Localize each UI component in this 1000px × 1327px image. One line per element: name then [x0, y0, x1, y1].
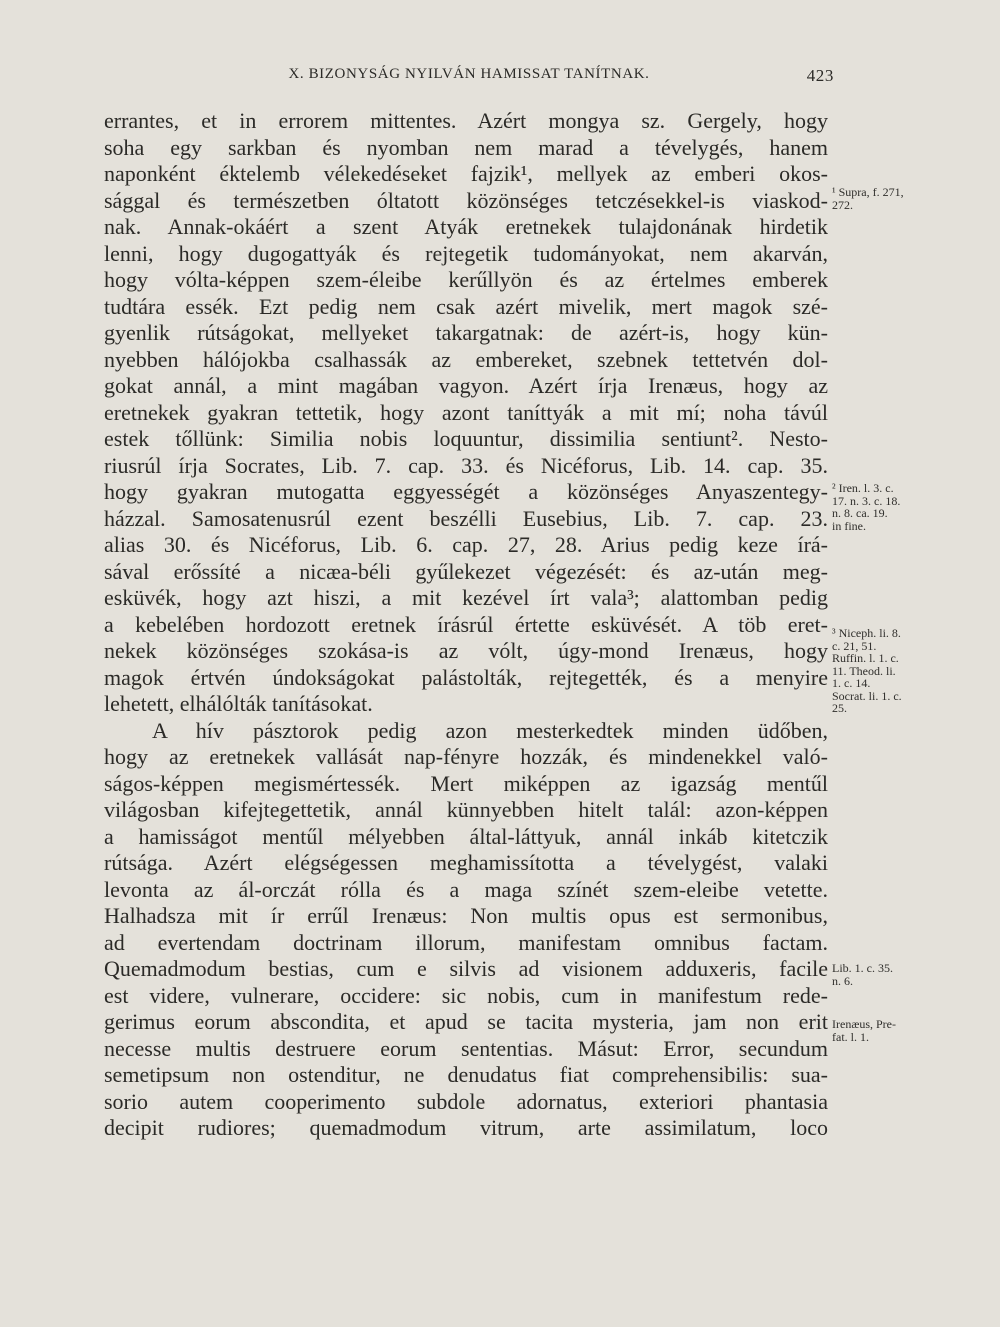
text-line: rútsága. Azért elégségessen meghamissította a tévelygést, valaki — [104, 850, 828, 875]
margin-note — [832, 627, 992, 715]
margin-note-line: c. 21, 51. — [832, 638, 877, 653]
margin-note-line: 11. Theod. li. — [832, 663, 896, 678]
text-line: estek tőllünk: Similia nobis loquuntur, dissimilia sentiunt². Nesto- — [104, 426, 828, 451]
text-line: ságos-képpen megismértessék. Mert miképpen az igazság mentűl — [104, 770, 828, 796]
text-line: hogy gyakran mutogatta eggyességét a közönséges Anyaszentegy- — [104, 479, 828, 504]
margin-note-line: 272. — [832, 197, 853, 212]
margin-note — [832, 482, 992, 532]
text-line: gerimus eorum abscondita, et apud se tacita mysteria, jam non erit — [104, 1009, 828, 1034]
text-line: a kebelében hordozott eretnek írásrúl értette esküvését. A töb eret- — [104, 611, 828, 637]
text-line: lenni, hogy dugogattyák és rejtegetik tudományokat, nem akarván, — [104, 240, 828, 266]
margin-note-line: ¹ Supra, f. 271, — [832, 185, 904, 199]
text-line: hogy az eretnekek vallását nap-fényre hozzák, és mindenekkel való- — [104, 744, 828, 769]
margin-note — [832, 186, 992, 211]
text-line: naponként éktelemb vélekedéseket fajzik¹, mellyek az emberi okos- — [104, 161, 828, 186]
text-line: sorio autem cooperimento subdole adornatus, exteriori phantasia — [104, 1088, 828, 1114]
text-line: gokat annál, a mint magában vagyon. Azért írja Irenæus, hogy az — [104, 373, 828, 398]
text-line: nyebben hálójokba csalhassák az embereket, szebnek tettetvén dol- — [104, 346, 828, 372]
text-line: Quemadmodum bestias, cum e silvis ad visionem adduxeris, facile — [104, 956, 828, 981]
margin-note-line: Irenæus, Pre- — [832, 1017, 896, 1031]
text-line: tudtára essék. Ezt pedig nem csak azért mivelik, mert magok szé- — [104, 293, 828, 319]
margin-note-line: 17. n. 3. c. 18. — [832, 493, 901, 508]
page-number: 423 — [806, 66, 834, 85]
body-text — [104, 108, 828, 1142]
text-line: errantes, et in errorem mittentes. Azért mongya sz. Gergely, hogy — [104, 108, 828, 133]
margin-note-line: Socrat. li. 1. c. — [832, 688, 902, 703]
margin-note-line: n. 8. ca. 19. — [832, 506, 888, 520]
margin-note-line: ² Iren. l. 3. c. — [832, 481, 894, 495]
margin-note-line: 1. c. 14. — [832, 676, 871, 690]
text-line: riusrúl írja Socrates, Lib. 7. cap. 33. és Nicéforus, Lib. 14. cap. 35. — [104, 452, 828, 478]
text-line: ad evertendam doctrinam illorum, manifestam omnibus factam. — [104, 929, 828, 955]
text-line: nak. Annak-okáért a szent Atyák eretnekek tulajdonának hirdetik — [104, 214, 828, 239]
running-title: X. BIZONYSÁG NYILVÁN HAMISSAT TANÍTNAK. — [288, 66, 650, 82]
text-line: semetipsum non ostenditur, ne denudatus fiat comprehensibilis: sua- — [104, 1062, 828, 1087]
text-line: nekek közönséges szokása-is az vólt, úgy-mond Irenæus, hogy — [104, 638, 828, 663]
text-line: soha egy sarkban és nyomban nem marad a tévelygés, hanem — [104, 134, 828, 160]
text-line: hogy vólta-képpen szem-éleibe kerűllyön és az értelmes emberek — [104, 267, 828, 292]
margin-note-line: Lib. 1. c. 35. — [832, 961, 893, 975]
margin-note-line: ³ Niceph. li. 8. — [832, 626, 901, 640]
text-line: Halhadsza mit ír errűl Irenæus: Non multis opus est sermonibus, — [104, 903, 828, 928]
text-line: esküvék, hogy azt hiszi, a mit kezével írt vala³; alattomban pedig — [104, 585, 828, 610]
text-line: házzal. Samosatenusrúl ezent beszélli Eusebius, Lib. 7. cap. 23. — [104, 505, 828, 531]
margin-note — [832, 1018, 992, 1043]
text-line: magok értvén úndokságokat palástolták, rejtegették, és a menyire — [104, 664, 828, 690]
text-line: levonta az ál-orczát rólla és a maga színét szem-eleibe vetette. — [104, 876, 828, 902]
text-line: gyenlik rútságokat, mellyeket takargatnak: de azért-is, hogy kün- — [104, 320, 828, 345]
text-line: sággal és természetben óltatott közönséges tetczésekkel-is viaskod- — [104, 187, 828, 213]
text-line: necesse multis destruere eorum sententias. Másut: Error, secundum — [104, 1035, 828, 1061]
margin-note — [832, 962, 992, 987]
text-line: decipit rudiores; quemadmodum vitrum, arte assimilatum, loco — [104, 1115, 828, 1140]
margin-note-line: 25. — [832, 701, 847, 715]
margin-note-line: Ruffin. l. 1. c. — [832, 651, 899, 665]
text-line: A hív pásztorok pedig azon mesterkedtek minden üdőben, — [152, 717, 828, 743]
text-line: lehetett, elhálólták tanításokat. — [104, 691, 373, 716]
margin-note-line: in fine. — [832, 518, 866, 533]
text-line: a hamisságot mentűl mélyebben által-láttyuk, annál inkáb kitetczik — [104, 823, 828, 849]
text-line: világosban kifejtegettetik, annál künnyebben hitelt talál: azon-képpen — [104, 797, 828, 822]
running-header — [104, 66, 834, 90]
text-line: est videre, vulnerare, occidere: sic nobis, cum in manifestum rede- — [104, 982, 828, 1008]
margin-note-line: n. 6. — [832, 973, 853, 988]
text-line: sával erőssíté a nicæa-béli gyűlekezet végezését: és az-után meg- — [104, 558, 828, 584]
text-line: alias 30. és Nicéforus, Lib. 6. cap. 27, 28. Arius pedig keze írá- — [104, 532, 828, 557]
margin-note-line: fat. l. 1. — [832, 1029, 869, 1044]
text-line: eretnekek gyakran tettetik, hogy azont taníttyák a mit mí; noha távúl — [104, 399, 828, 425]
